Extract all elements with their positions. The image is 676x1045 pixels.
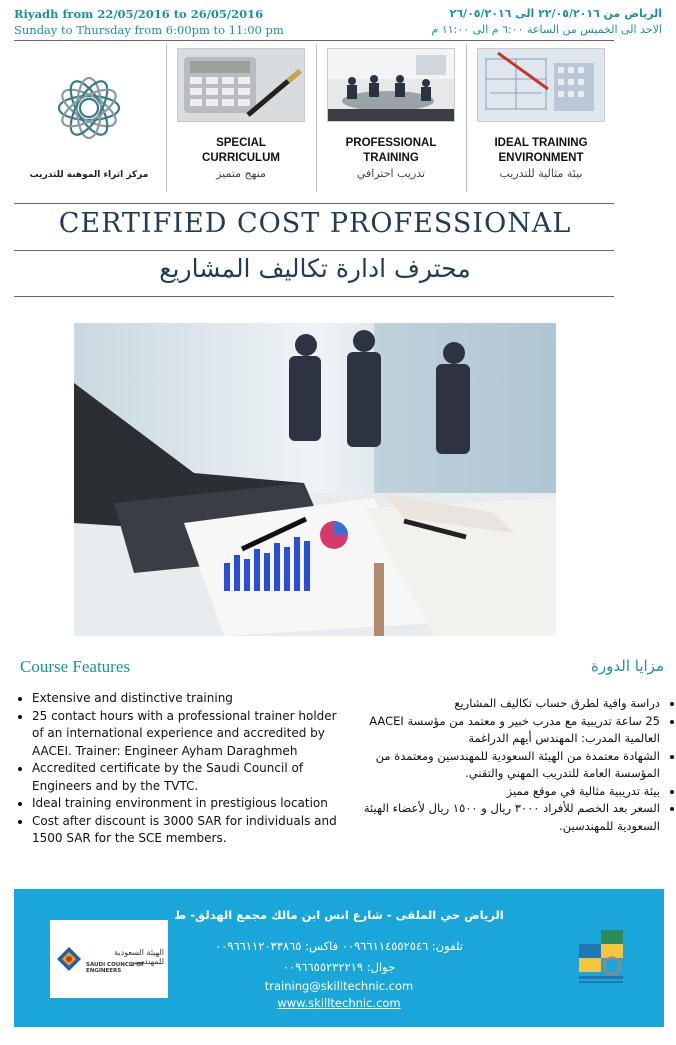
business-photo: [74, 323, 556, 636]
skill-technic-logo: [575, 930, 627, 988]
band-divider: [14, 203, 614, 204]
list-item: • Cost after discount is 3000 SAR for individuals and 1500 SAR for the SCE members.: [32, 813, 350, 848]
sce-logo-ar: الهيئة السعودية للمهندسين: [114, 948, 164, 966]
list-item: • 25 ساعة تدريبية مع مدرب خبير و معتمد من مؤسسة AACEI العالمية المدرب: المهندس أيهم الدراغمة: [344, 713, 660, 748]
feature-arabic: بيئة مثالية للتدريب: [499, 167, 583, 180]
list-item: • Extensive and distinctive training: [32, 690, 350, 708]
list-item: • السعر بعد الخصم للأفراد ٣٠٠٠ ريال و ١٥٠٠ ريال لأعضاء الهيئة السعودية للمهندسين.: [344, 800, 660, 835]
blueprint-photo: [477, 48, 605, 122]
business-meeting-image: [74, 323, 556, 636]
header-time-en: Sunday to Thursday from 6:00pm to 11:00 pm: [14, 23, 284, 37]
header-english: [14, 6, 284, 38]
title-divider: [14, 296, 614, 297]
course-features-heading-en: Course Features: [20, 657, 131, 676]
sce-emblem-icon: [56, 946, 82, 972]
course-title-en: CERTIFIED COST PROFESSIONAL: [58, 208, 572, 239]
meeting-image: [328, 49, 454, 121]
list-item: • Accredited certificate by the Saudi Council of Engineers and by the TVTC.: [32, 760, 350, 795]
course-features-list-ar: [344, 695, 674, 835]
list-item: • الشهادة معتمدة من الهيئة السعودية للمهندسين ومعتمدة من المؤسسة العامة للتدريب المهني والتقني.: [344, 748, 660, 783]
feature-title: IDEAL TRAINING ENVIRONMENT: [494, 137, 588, 164]
meeting-photo: [327, 48, 455, 122]
header-dates-en: Riyadh from 22/05/2016 to 26/05/2016: [14, 7, 264, 21]
feature-divider: [166, 44, 167, 192]
center-logo-caption: مركز اثراء الموهبة للتدريب: [29, 170, 149, 180]
feature-title: PROFESSIONAL TRAINING: [345, 137, 437, 164]
sce-logo: [50, 920, 168, 998]
header-arabic: [432, 6, 662, 38]
blueprint-image: [478, 49, 604, 121]
footer-website[interactable]: www.skilltechnic.com: [277, 996, 401, 1010]
list-item: • بيئة تدريبية مثالية في موقع مميز: [344, 783, 660, 801]
course-title-ar: محترف ادارة تكاليف المشاريع: [159, 254, 471, 283]
feature-divider: [316, 44, 317, 192]
calculator-image: [178, 49, 304, 121]
feature-professional-training: [323, 48, 459, 180]
course-features-heading-ar: مزايا الدورة: [591, 657, 664, 675]
title-divider: [14, 250, 614, 251]
calculator-photo: [177, 48, 305, 122]
list-item: • 25 contact hours with a professional trainer holder of an international experience and accredited by AACEI. Trainer: Engineer Ayham Daraghmeh: [32, 708, 350, 761]
sce-logo-en: SAUDI COUNCIL OF ENGINEERS: [86, 962, 145, 974]
feature-arabic: منهج متميز: [216, 167, 266, 180]
footer-address: الرياض حي الملقى - شارع انس ابن مالك مجمع الهدلق- ط: [174, 908, 504, 922]
footer-mobile: جوال: ٠٠٩٦٦٥٥٢٣٢٢١٩: [282, 960, 396, 974]
header-time-ar: الاحد الى الخميس من الساعة ٦:٠٠ م الى ١١:٠٠ م: [431, 23, 662, 36]
header-divider: [14, 40, 614, 41]
feature-title: SPECIAL CURRICULUM: [202, 137, 280, 164]
feature-divider: [466, 44, 467, 192]
header-dates-ar: الرياض من ٢٢/٠٥/٢٠١٦ الى ٢٦/٠٥/٢٠١٦: [449, 7, 662, 20]
list-item: • دراسة وافية لطرق حساب تكاليف المشاريع: [344, 695, 660, 713]
footer-email[interactable]: training@skilltechnic.com: [264, 979, 414, 993]
center-logo-icon: [14, 56, 164, 166]
feature-ideal-environment: [473, 48, 609, 180]
feature-special-curriculum: [173, 48, 309, 180]
center-logo: [14, 42, 164, 194]
skill-technic-logo-icon: [575, 930, 627, 988]
course-features-list-en: [18, 690, 350, 848]
list-item: • Ideal training environment in prestigious location: [32, 795, 350, 813]
footer-phones: تلفون: ٠٠٩٦٦١١٤٥٥٢٥٤٦ فاكس: ٠٠٩٦٦١١٢٠٣٣٨٦٥: [214, 939, 464, 953]
feature-arabic: تدريب احترافي: [356, 167, 426, 180]
